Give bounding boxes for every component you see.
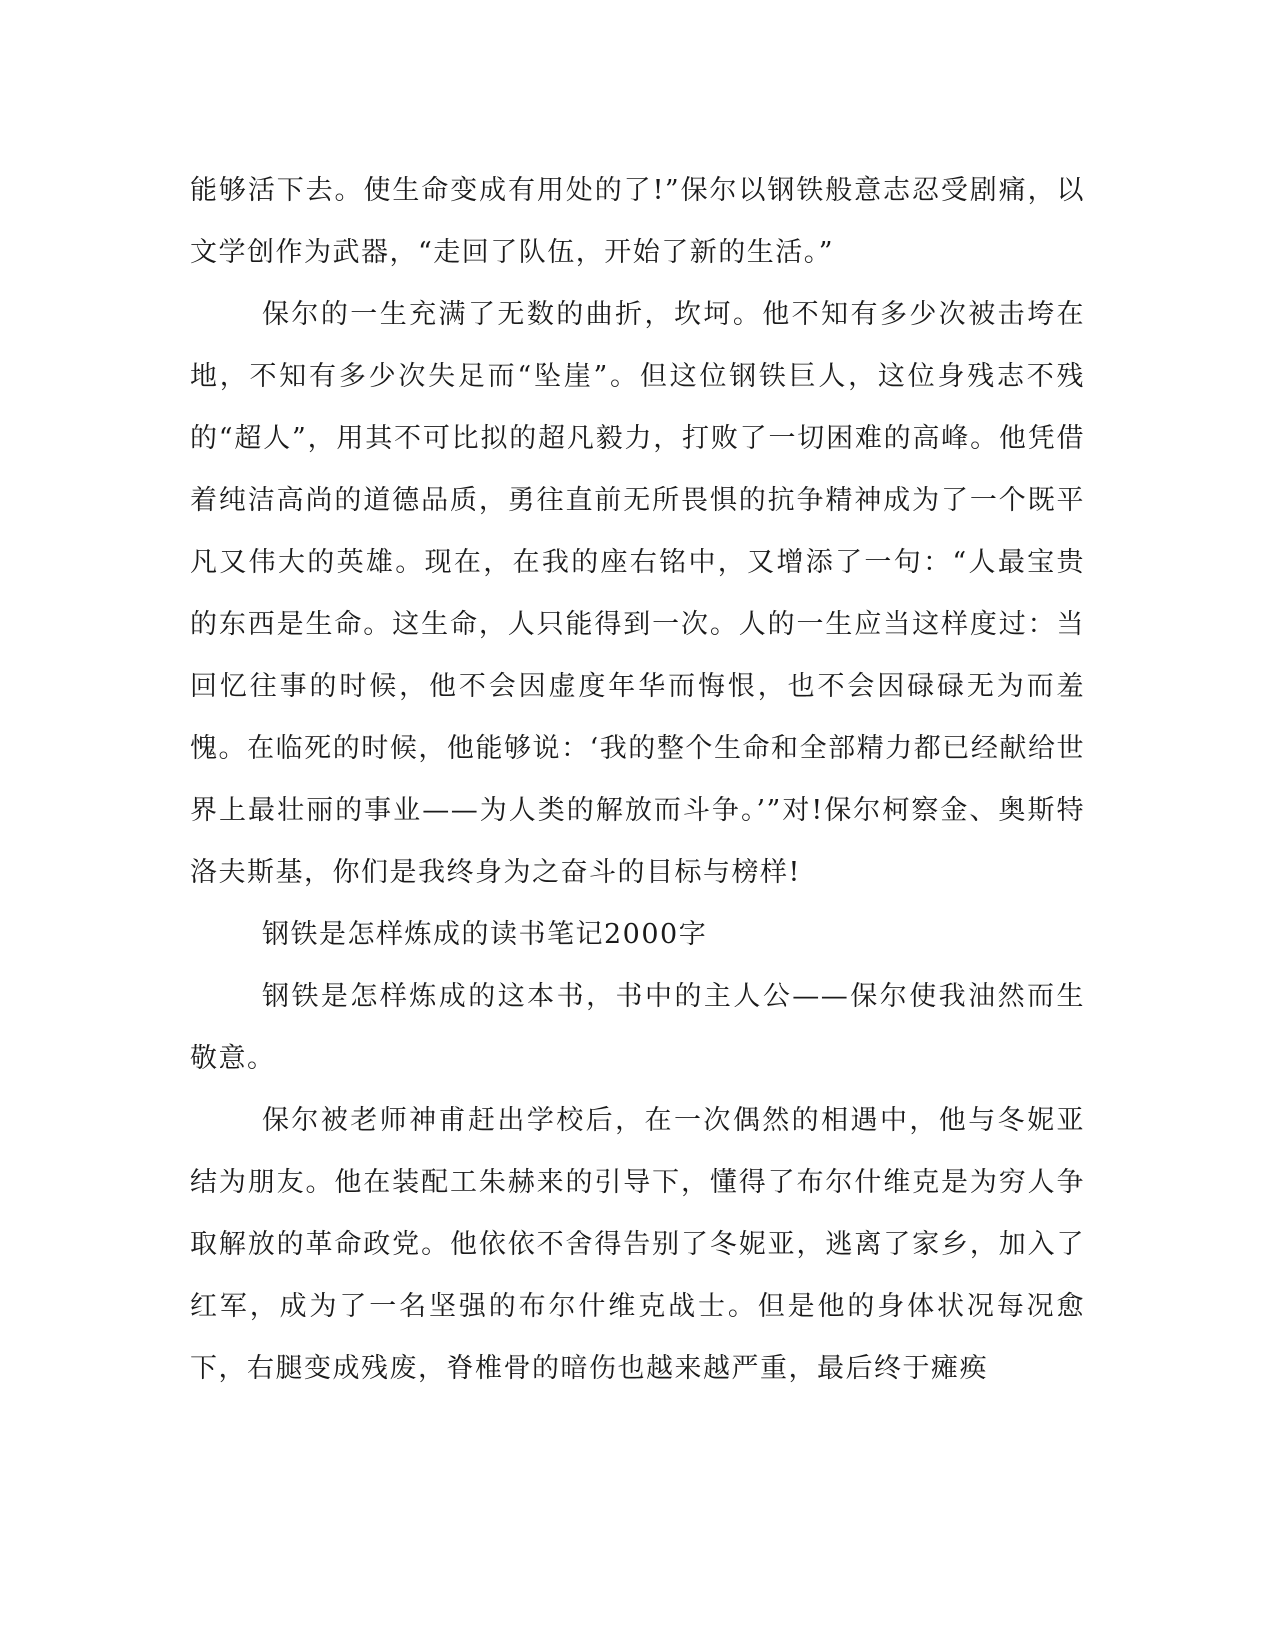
- paragraph-2: 保尔的一生充满了无数的曲折，坎坷。他不知有多少次被击垮在地，不知有多少次失足而“坠崖”。但这位钢铁巨人，这位身残志不残的“超人”，用其不可比拟的超凡毅力，打败了一切困难的高峰。他凭借着纯洁高尚的道德品质，勇往直前无所畏惧的抗争精神成为了一个既平凡又伟大的英雄。现在，在我的座右铭中，又增添了一句：“人最宝贵的东西是生命。这生命，人只能得到一次。人的一生应当这样度过：当回忆往事的时候，他不会因虚度年华而悔恨，也不会因碌碌无为而羞愧。在临死的时候，他能够说：‘我的整个生命和全部精力都已经献给世界上最壮丽的事业——为人类的解放而斗争。’”对!保尔柯察金、奥斯特洛夫斯基，你们是我终身为之奋斗的目标与榜样!: [190, 299, 1085, 888]
- paragraph-3: 钢铁是怎样炼成的这本书，书中的主人公——保尔使我油然而生敬意。: [190, 981, 1085, 1074]
- paragraph-1: 能够活下去。使生命变成有用处的了!”保尔以钢铁般意志忍受剧痛，以文学创作为武器，“走回了队伍，开始了新的生活。”: [190, 175, 1085, 268]
- paragraph-4: 保尔被老师神甫赶出学校后，在一次偶然的相遇中，他与冬妮亚结为朋友。他在装配工朱赫来的引导下，懂得了布尔什维克是为穷人争取解放的革命政党。他依依不舍得告别了冬妮亚，逃离了家乡，加入了红军，成为了一名坚强的布尔什维克战士。但是他的身体状况每况愈下，右腿变成残废，脊椎骨的暗伤也越来越严重，最后终于瘫痪: [190, 1105, 1085, 1384]
- section-heading: 钢铁是怎样炼成的读书笔记2000字: [262, 919, 708, 950]
- document-body: [190, 160, 1085, 1400]
